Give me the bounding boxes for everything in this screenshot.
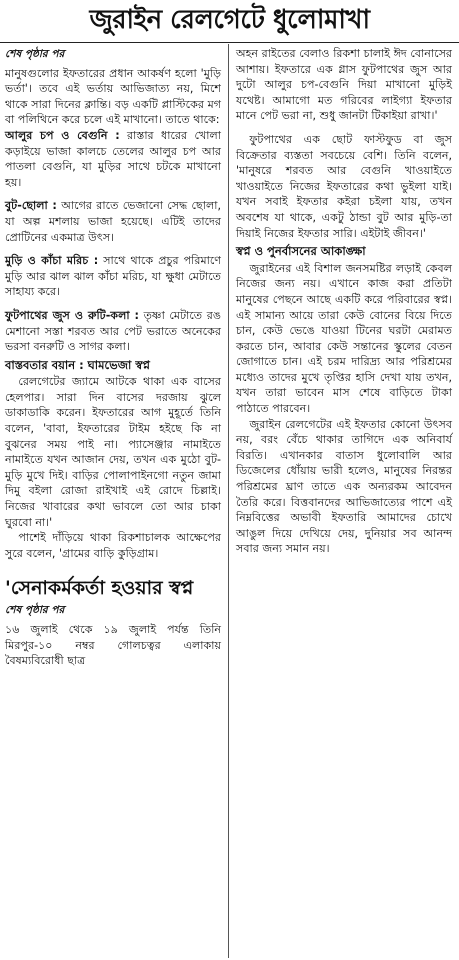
subsection-chickpea <box>5 198 221 245</box>
subsection-title: মুড়ি ও কাঁচা মরিচ : <box>5 254 99 268</box>
subsection-juice <box>5 308 221 355</box>
subsection-text: সাথে থাকে প্রচুর পরিমাণে মুড়ি আর ঝাল ঝাল কাঁচা মরিচ, যা ক্ষুধা মেটাতে সাহায্য করে। <box>5 254 221 299</box>
subsection-title: ফুটপাথের জুস ও রুটি-কলা : <box>5 308 139 322</box>
paragraph: ১৬ জুলাই থেকে ১৯ জুলাই পর্যন্ত তিনি মিরপুর-১০ নম্বর গোলচত্বর এলাকায় বৈষম্যবিরোধী ছাত্র <box>5 623 221 668</box>
subsection-title: বুট-ছোলা : <box>5 199 57 213</box>
subsection-text: তৃষ্ণা মেটাতে রঙ মেশানো সস্তা শরবত আর পেট ভরাতে অনেকের ভরসা বনরুটি ও সাগর কলা। <box>5 308 221 354</box>
paragraph: রেলগেটের জ্যামে আটকে থাকা এক বাসের হেলপার। সারা দিন বাসের দরজায় ঝুলে ডাকাডাকি করেন। ইফতারের আগ মুহূর্তে তিনি বলেন, 'বাবা, ইফতারের টাইম হইছে কি না বুঝনের সময় পাই না। প্যাসেঞ্জার নামাইতে নামাইতে যখন আজান দেয়, তখন এক মুঠো বুট-মুড়ি মুখে দিই। বাড়ির পোলাপাইনগো নতুন জামা দিমু বইলা রোজা রাইখাই এই রোদে চিল্লাই। নিজের খাবারের কথা ভাবলে তো আর চাকা ঘুরবো না।' <box>5 375 221 529</box>
subsection-reality-title: বাস্তবতার বয়ান : ঘামভেজা স্বপ্ন <box>5 357 150 372</box>
main-headline: জুরাইন রেলগেটে ধুলোমাখা <box>0 0 459 43</box>
continued-from-label: শেষ পৃষ্ঠার পর <box>5 604 65 617</box>
paragraph: অহন রাইতের বেলাও রিকশা চালাই ঈদ বোনাসের আশায়। ইফতারে এক গ্লাস ফুটপাথের জুস আর দুটো আলুর চপ-বেগুনি দিয়া মাখানো মুড়িই যথেষ্ট। আমাগো মত গরিবের লাইগ্যা ইফতার মানে পেট ভরা না, শুধু জানটা টিকাইয়া রাখা।' <box>236 47 452 123</box>
second-story-headline: 'সেনাকর্মকর্তা হওয়ার স্বপ্ন <box>5 577 194 600</box>
subsection-puffed-rice <box>5 253 221 300</box>
paragraph: ফুটপাথের এক ছোট ফাস্টফুড বা জুস বিক্রেতার ব্যস্ততা সবচেয়ে বেশি। তিনি বলেন, 'মানুষরে শরবত আর বেগুনি খাওয়াইতে খাওয়াইতে নিজের ইফতারের কথা ভুইলা যাই। যখন সবাই ইফতার কইরা চইলা যায়, তখন অবশেষ যা থাকে, একটু ঠান্ডা বুট আর মুড়ি-তা দিয়াই নিজের ইফতার সারি। এইটাই জীবন।' <box>236 132 452 240</box>
paragraph: জুরাইন রেলগেটের এই ইফতার কোনো উৎসব নয়, বরং বেঁচে থাকার তাগিদে এক অনিবার্য বিরতি। এখানকার বাতাস ধুলোবালি আর ডিজেলের ধোঁয়ায় ভারী হলেও, মানুষের নিরন্তর পরিশ্রমের ঘ্রাণ তাতে এক অন্যরকম আবেদন তৈরি করে। বিত্তবানদের আভিজাত্যের পাশে এই নিম্নবিত্তের অভাবী ইফতারি আমাদের চোখে আঙুল দিয়ে দেখিয়ে দেয়, দুনিয়ার সব আনন্দ সবার জন্য সমান নয়। <box>236 417 452 556</box>
paragraph: মানুষগুলোর ইফতারের প্রধান আকর্ষণ হলো 'মুড়ি ভর্তা'। তবে এই ভর্তায় আভিজাত্য নয়, মিশে থাকে সারা দিনের ক্লান্তি। বড় একটি প্লাস্টিকের মগ বা পলিথিনে করে চলে এই মাখানো। তাতে থাকে: <box>5 66 221 127</box>
subsection-dream-title: স্বপ্ন ও পুনর্বাসনের আকাঙ্ক্ষা <box>236 244 366 259</box>
paragraph: পাশেই দাঁড়িয়ে থাকা রিকশাচালক আক্ষেপের সুরে বলেন, 'গ্রামের বাড়ি কুড়িগ্রাম। <box>5 531 221 560</box>
paragraph: জুরাইনের এই বিশাল জনসমষ্টির লড়াই কেবল নিজের জন্য নয়। এখানে কাজ করা প্রতিটা মানুষের পেছনে আছে একটি করে পরিবারের স্বপ্ন। এই সামান্য আয়ে তারা কেউ বোনের বিয়ে দিতে চান, কেউ ভেঙে যাওয়া টিনের ঘরটা মেরামত করতে চান, আবার কেউ সন্তানের স্কুলের বেতন জোগাতে চান। এই চরম দারিদ্র্য আর পরিশ্রমের মধ্যেও তাদের মুখে তৃপ্তির হাসি দেখা যায় তখন, যখন তারা ভাবেন মাস শেষে বাড়িতে টাকা পাঠাতে পারবেন। <box>236 261 452 416</box>
right-column <box>236 46 452 557</box>
subsection-title: আলুর চপ ও বেগুনি : <box>5 128 120 142</box>
column-divider <box>228 44 229 958</box>
left-column <box>5 45 221 669</box>
subsection-potato-chop <box>5 128 221 190</box>
subsection-text: আগের রাতে ভেজানো সেদ্ধ ছোলা, যা অল্প মশলায় ভাজা হয়েছে। এটিই তাদের প্রোটিনের একমাত্র উৎস। <box>5 199 221 244</box>
subsection-text: রাস্তার ধারের খোলা কড়াইয়ে ভাজা কালচে তেলের আলুর চপ আর পাতলা বেগুনি, যা মুড়ির সাথে চটকে মাখানো হয়। <box>5 128 222 189</box>
continued-from-label: শেষ পৃষ্ঠার পর <box>5 48 65 60</box>
